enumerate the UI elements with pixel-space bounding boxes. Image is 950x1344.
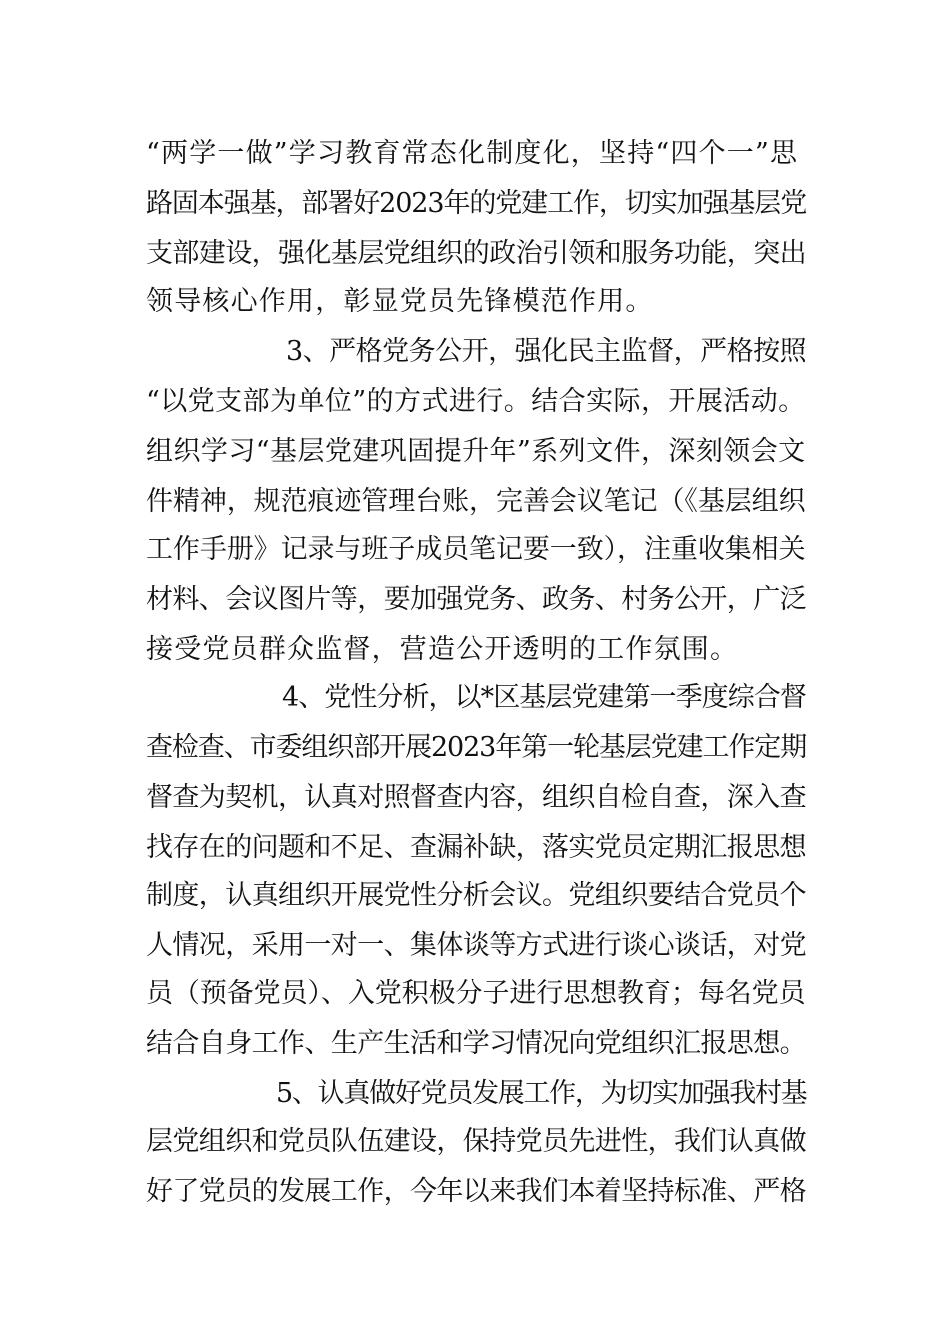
text-line: “以党支部为单位”的方式进行。结合实际，开展活动。 xyxy=(146,386,806,417)
text-line: 员（预备党员）、入党积极分子进行思想教育；每名党员 xyxy=(146,978,806,1009)
text-line: 层党组织和党员队伍建设，保持党员先进性，我们认真做 xyxy=(146,1126,806,1157)
text-line: 找存在的问题和不足、查漏补缺，落实党员定期汇报思想 xyxy=(146,832,806,863)
text-line: 领导核心作用，彰显党员先锋模范作用。 xyxy=(146,286,654,317)
text-line: “两学一做”学习教育常态化制度化，坚持“四个一”思 xyxy=(146,138,799,169)
text-line: 督查为契机，认真对照督查内容，组织自检自查，深入查 xyxy=(146,782,806,813)
paragraph-4-first-line: 4、党性分析，以*区基层党建第一季度综合督 xyxy=(282,682,806,713)
paragraph-3-first-line: 3、严格党务公开，强化民主监督，严格按照 xyxy=(286,336,807,367)
text-line: 组织学习“基层党建巩固提升年”系列文件，深刻领会文 xyxy=(146,436,806,467)
text-line: 人情况，采用一对一、集体谈等方式进行谈心谈话，对党 xyxy=(146,930,806,961)
text-line: 接受党员群众监督，营造公开透明的工作氛围。 xyxy=(146,634,739,665)
text-line: 路固本强基，部署好2023年的党建工作，切实加强基层党 xyxy=(146,188,807,219)
paragraph-5-first-line: 5、认真做好党员发展工作，为切实加强我村基 xyxy=(276,1078,807,1109)
text-line: 工作手册》记录与班子成员笔记要一致），注重收集相关 xyxy=(146,534,806,565)
text-line: 材料、会议图片等，要加强党务、政务、村务公开，广泛 xyxy=(146,584,806,615)
text-line: 制度，认真组织开展党性分析会议。党组织要结合党员个 xyxy=(146,880,806,911)
text-line: 件精神，规范痕迹管理台账，完善会议笔记（《基层组织 xyxy=(146,486,806,517)
text-line: 结合自身工作、生产生活和学习情况向党组织汇报思想。 xyxy=(146,1028,806,1059)
text-line: 查检查、市委组织部开展2023年第一轮基层党建工作定期 xyxy=(146,732,807,763)
text-line: 支部建设，强化基层党组织的政治引领和服务功能，突出 xyxy=(146,238,806,269)
text-line: 好了党员的发展工作，今年以来我们本着坚持标准、严格 xyxy=(146,1176,806,1207)
